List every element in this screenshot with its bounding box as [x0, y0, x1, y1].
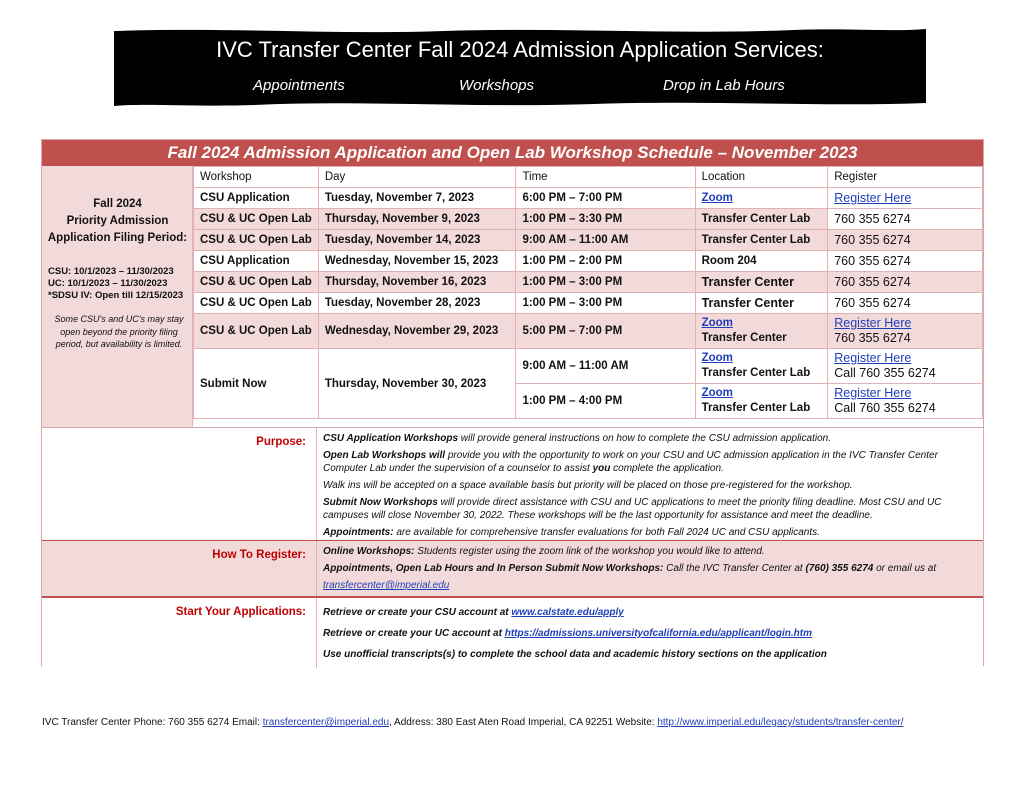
table-row: CSU & UC Open Lab Thursday, November 9, 2023 1:00 PM – 3:30 PM Transfer Center Lab 760 355 6274 [194, 209, 983, 230]
priority-filing-title: Fall 2024 Priority Admission Application Filing Period: [47, 198, 188, 244]
how-to-register-section: How To Register: Online Workshops: Students register using the zoom link of the workshop you would like to attend. Appointments, Open Lab Hours and In Person Submit Now Workshops: Call the IVC Transfer Center at (760) 355 6274 or email us at transfercenter@imperial.edu [42, 540, 983, 597]
register-here-link[interactable]: Register Here [834, 316, 912, 330]
register-here-link[interactable]: Register Here [834, 191, 912, 205]
footer-contact: IVC Transfer Center Phone: 760 355 6274 Email: transfercenter@imperial.edu, Address: 380 East Aten Road Imperial, CA 92251 Website: http://www.imperial.edu/legacy/students/transfer-center/ [42, 717, 904, 728]
csu-apply-link[interactable]: www.calstate.edu/apply [511, 607, 624, 618]
table-row: CSU Application Wednesday, November 15, 2023 1:00 PM – 2:00 PM Room 204 760 355 6274 [194, 251, 983, 272]
table-row: CSU & UC Open Lab Tuesday, November 28, 2023 1:00 PM – 3:00 PM Transfer Center 760 355 6274 [194, 293, 983, 314]
zoom-link[interactable]: Zoom [701, 387, 733, 399]
uc-apply-link[interactable]: https://admissions.universityofcalifornia.edu/applicant/login.htm [504, 628, 812, 639]
purpose-section: Purpose: CSU Application Workshops will provide general instructions on how to complete the CSU admission application. Open Lab Workshops will provide you with the opportunity to work on your CSU and UC admission application in the IVC Transfer Center Computer Lab under the supervision of a counselor to assist you complete the application. Walk ins will be accepted on a space available basis but priority will be placed on those pre-registered for the workshop. Submit Now Workshops will provide direct assistance with CSU and UC applications to meet the priority filing deadline. Most CSU and UC campuses will close November 30, 2022. These workshops will be the last opportunity for assistance and meet the deadline. Appointments: are available for comprehensive transfer evaluations for both Fall 2024 UC and CSU applicants. [42, 427, 983, 541]
banner-workshops: Workshops [459, 77, 535, 94]
zoom-link[interactable]: Zoom [701, 192, 733, 204]
start-applications-section: Start Your Applications: Retrieve or create your CSU account at www.calstate.edu/apply Retrieve or create your UC account at https://admissions.universityofcalifornia.edu/applicant/login.htm Use unofficial transcripts(s) to complete the school data and academic history sections on the application [42, 596, 983, 668]
zoom-link[interactable]: Zoom [701, 352, 733, 364]
banner-appointments: Appointments [253, 77, 345, 94]
zoom-link[interactable]: Zoom [701, 317, 733, 329]
table-header-row [194, 167, 983, 188]
table-row: 1:00 PM – 4:00 PM Zoom Transfer Center Lab Register Here Call 760 355 6274 [194, 384, 983, 419]
table-row: CSU Application Tuesday, November 7, 2023 6:00 PM – 7:00 PM Zoom Register Here [194, 188, 983, 209]
how-to-register-label: How To Register: [212, 549, 306, 561]
start-applications-label: Start Your Applications: [175, 606, 306, 618]
table-row: Submit Now Thursday, November 30, 2023 9:00 AM – 11:00 AM Zoom Transfer Center Lab Register Here Call 760 355 6274 [194, 349, 983, 384]
purpose-label: Purpose: [256, 436, 306, 448]
table-row: CSU & UC Open Lab Wednesday, November 29, 2023 5:00 PM – 7:00 PM Zoom Transfer Center Register Here 760 355 6274 [194, 314, 983, 349]
header-banner [114, 27, 926, 107]
footer-email-link[interactable]: transfercenter@imperial.edu [262, 717, 390, 728]
schedule-table [193, 166, 983, 419]
table-row: CSU & UC Open Lab Tuesday, November 14, 2023 9:00 AM – 11:00 AM Transfer Center Lab 760 355 6274 [194, 230, 983, 251]
banner-title: IVC Transfer Center Fall 2024 Admission Application Services: [216, 37, 824, 62]
filing-note: Some CSU's and UC's may stay open beyond the priority filing period, but availability is limited. [54, 314, 184, 349]
table-row: CSU & UC Open Lab Thursday, November 16, 2023 1:00 PM – 3:00 PM Transfer Center 760 355 6274 [194, 272, 983, 293]
register-here-link[interactable]: Register Here [834, 386, 912, 400]
email-link[interactable]: transfercenter@imperial.edu [323, 580, 450, 591]
priority-filing-panel [42, 166, 193, 427]
schedule-title: Fall 2024 Admission Application and Open Lab Workshop Schedule – November 2023 [42, 140, 983, 166]
banner-drop-in: Drop in Lab Hours [663, 77, 785, 94]
col-header-day: Day [318, 167, 516, 188]
col-header-register: Register [828, 167, 983, 188]
schedule-section [41, 139, 984, 666]
col-header-location: Location [695, 167, 828, 188]
footer-website-link[interactable]: http://www.imperial.edu/legacy/students/transfer-center/ [657, 717, 904, 728]
filing-dates: CSU: 10/1/2023 – 11/30/2023 UC: 10/1/2023 – 11/30/2023 *SDSU IV: Open till 12/15/2023 [48, 266, 184, 301]
col-header-time: Time [516, 167, 695, 188]
register-here-link[interactable]: Register Here [834, 351, 912, 365]
col-header-workshop: Workshop [194, 167, 319, 188]
